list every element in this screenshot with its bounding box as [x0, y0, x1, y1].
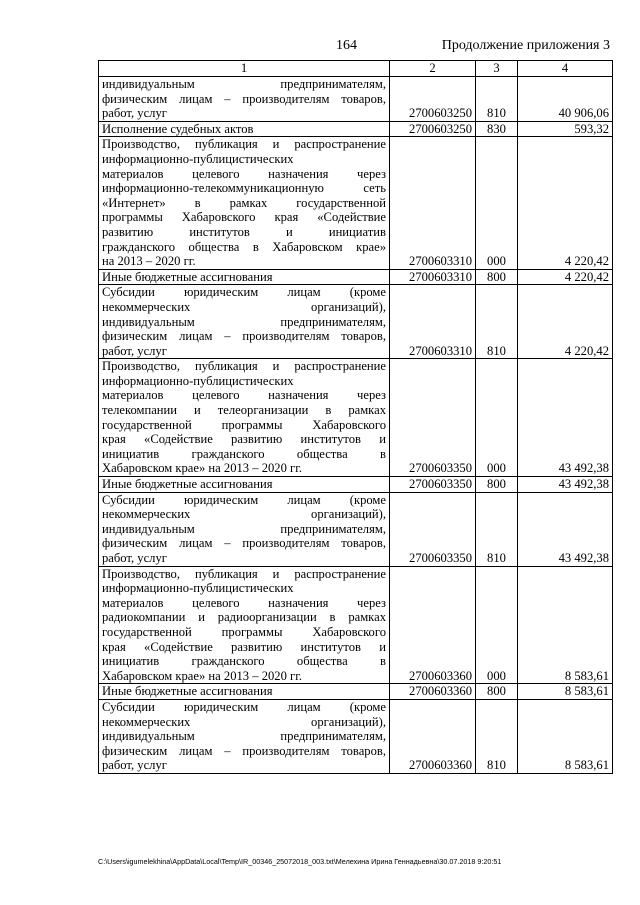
- description-line: некоммерческих организаций),: [102, 714, 386, 729]
- row-amount: 593,32: [518, 121, 613, 137]
- description-line: развитию институтов и инициатив: [102, 224, 386, 239]
- row-expense-type: 800: [476, 477, 518, 493]
- description-line: Субсидии юридическим лицам (кроме: [102, 492, 386, 507]
- row-amount: 43 492,38: [518, 359, 613, 477]
- column-header: 4: [518, 61, 613, 77]
- description-line: материалов целевого назначения через: [102, 166, 386, 181]
- description-line: Субсидии юридическим лицам (кроме: [102, 285, 386, 300]
- row-description: [99, 699, 390, 773]
- row-amount: 43 492,38: [518, 477, 613, 493]
- row-code: 2700603250: [390, 77, 476, 122]
- description-line: индивидуальным предпринимателям,: [102, 77, 386, 91]
- table-row: [99, 492, 613, 566]
- budget-table: [98, 60, 613, 774]
- row-amount: 40 906,06: [518, 77, 613, 122]
- description-line: инициатив гражданского общества в: [102, 446, 386, 461]
- row-expense-type: 810: [476, 285, 518, 359]
- continuation-label: Продолжение приложения 3: [441, 38, 610, 53]
- row-expense-type: 810: [476, 77, 518, 122]
- description-line: физическим лицам – производителям товаров,: [102, 536, 386, 551]
- row-code: 2700603310: [390, 285, 476, 359]
- column-header: 3: [476, 61, 518, 77]
- description-line: информационно-публицистических: [102, 581, 294, 596]
- row-code: 2700603350: [390, 359, 476, 477]
- description-line: информационно-публицистических: [102, 151, 294, 166]
- description-line: государственной программы Хабаровского: [102, 417, 386, 432]
- row-expense-type: 000: [476, 137, 518, 269]
- table-row: [99, 121, 613, 137]
- description-line: информационно-телекоммуникационную сеть: [102, 181, 386, 196]
- description-line: некоммерческих организаций),: [102, 299, 386, 314]
- table-row: [99, 684, 613, 700]
- description-line: физическим лицам – производителям товаров,: [102, 91, 386, 106]
- description-line: материалов целевого назначения через: [102, 388, 386, 403]
- row-expense-type: 000: [476, 359, 518, 477]
- description-line: индивидуальным предпринимателям,: [102, 314, 386, 329]
- description-line: Производство, публикация и распространение: [102, 566, 386, 581]
- description-line: радиокомпании и радиоорганизации в рамках: [102, 610, 386, 625]
- row-description: [99, 684, 390, 700]
- row-amount: 8 583,61: [518, 566, 613, 684]
- description-line: некоммерческих организаций),: [102, 507, 386, 522]
- description-line: Хабаровском крае» на 2013 – 2020 гг.: [102, 668, 303, 683]
- row-expense-type: 800: [476, 684, 518, 700]
- row-amount: 4 220,42: [518, 285, 613, 359]
- description-line: края «Содействие развитию институтов и: [102, 432, 386, 447]
- description-line: индивидуальным предпринимателям,: [102, 521, 386, 536]
- description-line: «Интернет» в рамках государственной: [102, 195, 386, 210]
- row-description: [99, 121, 390, 137]
- column-header: 1: [99, 61, 390, 77]
- row-code: 2700603310: [390, 137, 476, 269]
- table-row: [99, 137, 613, 269]
- description-line: телекомпании и телеорганизации в рамках: [102, 403, 386, 418]
- description-line: Иные бюджетные ассигнования: [102, 269, 273, 284]
- description-line: работ, услуг: [102, 343, 167, 358]
- description-line: физическим лицам – производителям товаров,: [102, 743, 386, 758]
- row-code: 2700603360: [390, 566, 476, 684]
- description-line: Субсидии юридическим лицам (кроме: [102, 699, 386, 714]
- description-line: Исполнение судебных актов: [102, 121, 254, 136]
- row-description: [99, 359, 390, 477]
- page-header: [0, 38, 640, 58]
- row-description: [99, 77, 390, 122]
- row-code: 2700603360: [390, 684, 476, 700]
- row-code: 2700603350: [390, 477, 476, 493]
- table-row: [99, 699, 613, 773]
- row-expense-type: 830: [476, 121, 518, 137]
- table-row: [99, 77, 613, 122]
- description-line: работ, услуг: [102, 758, 167, 773]
- file-path-footer: C:\Users\igumelekhina\AppData\Local\Temp\IR_00346_25072018_003.txt\Мелехина Ирина Геннадьевна\30.07.2018 9:20:51: [98, 857, 502, 866]
- row-description: [99, 566, 390, 684]
- row-amount: 8 583,61: [518, 684, 613, 700]
- description-line: края «Содействие развитию институтов и: [102, 639, 386, 654]
- table-row: [99, 477, 613, 493]
- row-description: [99, 492, 390, 566]
- description-line: государственной программы Хабаровского: [102, 624, 386, 639]
- description-line: материалов целевого назначения через: [102, 595, 386, 610]
- description-line: Производство, публикация и распространение: [102, 137, 386, 152]
- description-line: информационно-публицистических: [102, 373, 294, 388]
- table-row: [99, 359, 613, 477]
- row-description: [99, 269, 390, 285]
- description-line: индивидуальным предпринимателям,: [102, 729, 386, 744]
- table-row: [99, 285, 613, 359]
- row-amount: 4 220,42: [518, 137, 613, 269]
- column-header: 2: [390, 61, 476, 77]
- description-line: работ, услуг: [102, 106, 167, 121]
- row-expense-type: 800: [476, 269, 518, 285]
- description-line: на 2013 – 2020 гг.: [102, 254, 196, 269]
- row-code: 2700603350: [390, 492, 476, 566]
- description-line: программы Хабаровского края «Содействие: [102, 210, 386, 225]
- description-line: Хабаровском крае» на 2013 – 2020 гг.: [102, 461, 303, 476]
- description-line: инициатив гражданского общества в: [102, 654, 386, 669]
- row-amount: 43 492,38: [518, 492, 613, 566]
- column-header-row: [99, 61, 613, 77]
- row-expense-type: 000: [476, 566, 518, 684]
- table-row: [99, 566, 613, 684]
- row-code: 2700603250: [390, 121, 476, 137]
- row-description: [99, 137, 390, 269]
- row-code: 2700603360: [390, 699, 476, 773]
- description-line: физическим лицам – производителям товаров,: [102, 329, 386, 344]
- row-code: 2700603310: [390, 269, 476, 285]
- description-line: Иные бюджетные ассигнования: [102, 684, 273, 699]
- row-expense-type: 810: [476, 699, 518, 773]
- description-line: Производство, публикация и распространение: [102, 359, 386, 374]
- description-line: Иные бюджетные ассигнования: [102, 477, 273, 492]
- description-line: работ, услуг: [102, 551, 167, 565]
- row-description: [99, 477, 390, 493]
- row-expense-type: 810: [476, 492, 518, 566]
- page-number: 164: [336, 38, 357, 53]
- row-amount: 4 220,42: [518, 269, 613, 285]
- row-amount: 8 583,61: [518, 699, 613, 773]
- row-description: [99, 285, 390, 359]
- description-line: гражданского общества в Хабаровском крае»: [102, 239, 386, 254]
- table-row: [99, 269, 613, 285]
